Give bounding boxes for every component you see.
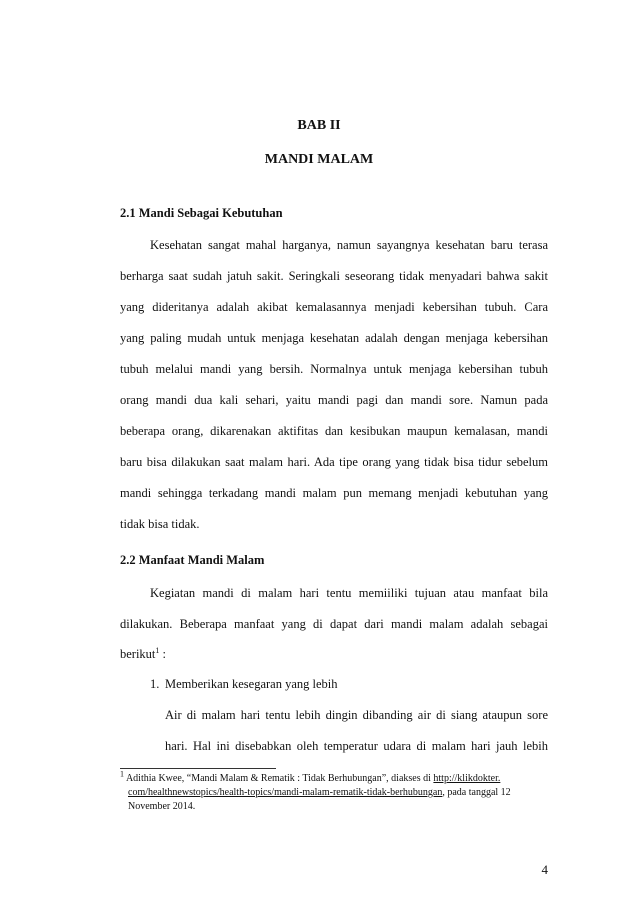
footnote-text: Adithia Kwee, “Mandi Malam & Rematik : Tidak Berhubungan”, diakses di xyxy=(124,773,434,784)
paragraph-line: yang paling mudah untuk menjaga kesehatan adalah dengan menjaga kebersihan xyxy=(120,331,548,345)
footnote-link[interactable]: http://klikdokter. xyxy=(433,773,501,784)
footnote-text: , pada tanggal 12 xyxy=(442,787,511,798)
page-number: 4 xyxy=(541,862,548,877)
footnote-link-continued[interactable]: com/healthnewstopics/health-topics/mandi-malam-rematik-tidak-berhubungan xyxy=(128,787,443,798)
paragraph-line: dilakukan. Beberapa manfaat yang di dapat dari mandi malam adalah sebagai xyxy=(120,617,548,631)
paragraph-line: orang mandi dua kali sehari, yaitu mandi pagi dan mandi sore. Namun pada xyxy=(120,393,548,407)
paragraph-line: yang dideritanya adalah akibat kemalasannya menjadi kebersihan tubuh. Cara xyxy=(120,300,548,314)
paragraph-line: Kesehatan sangat mahal harganya, namun sayangnya kesehatan baru terasa xyxy=(150,238,548,252)
footnote-reference[interactable]: 1 xyxy=(155,645,160,655)
paragraph-line: Kegiatan mandi di malam hari tentu memiiliki tujuan atau manfaat bila xyxy=(150,586,548,600)
footnote-separator xyxy=(120,768,276,769)
list-item-line: Air di malam hari tentu lebih dingin dibanding air di siang ataupun sore xyxy=(165,708,548,722)
footnote-line-1 xyxy=(120,769,550,786)
footnote-line-3: November 2014. xyxy=(128,801,196,812)
paragraph-line-with-footnote xyxy=(120,646,548,662)
chapter-label: BAB II xyxy=(297,118,341,133)
paragraph-line: tubuh melalui mandi yang bersih. Normalnya untuk menjaga kebersihan tubuh xyxy=(120,362,548,376)
paragraph-text: : xyxy=(159,647,167,661)
paragraph-line: berharga saat sudah jatuh sakit. Seringkali seseorang tidak menyadari bahwa sakit xyxy=(120,269,548,283)
section-heading-2-2: 2.2 Manfaat Mandi Malam xyxy=(120,553,265,567)
paragraph-line: tidak bisa tidak. xyxy=(120,517,200,531)
footnote-line-2 xyxy=(128,786,558,800)
paragraph-line: mandi sehingga terkadang mandi malam pun memang menjadi kebutuhan yang xyxy=(120,486,548,500)
list-item-title: Memberikan kesegaran yang lebih xyxy=(165,677,338,691)
chapter-title: MANDI MALAM xyxy=(264,152,374,167)
paragraph-line: baru bisa dilakukan saat malam hari. Ada tipe orang yang tidak bisa tidur sebelum xyxy=(120,455,548,469)
section-heading-2-1: 2.1 Mandi Sebagai Kebutuhan xyxy=(120,206,283,220)
list-item-line: hari. Hal ini disebabkan oleh temperatur udara di malam hari jauh lebih xyxy=(165,739,548,753)
paragraph-line: beberapa orang, dikarenakan aktifitas dan kesibukan maupun kemalasan, mandi xyxy=(120,424,548,438)
list-item-number: 1. xyxy=(150,677,160,691)
paragraph-text: berikut xyxy=(120,647,156,661)
footnote-number: 1 xyxy=(120,769,124,779)
